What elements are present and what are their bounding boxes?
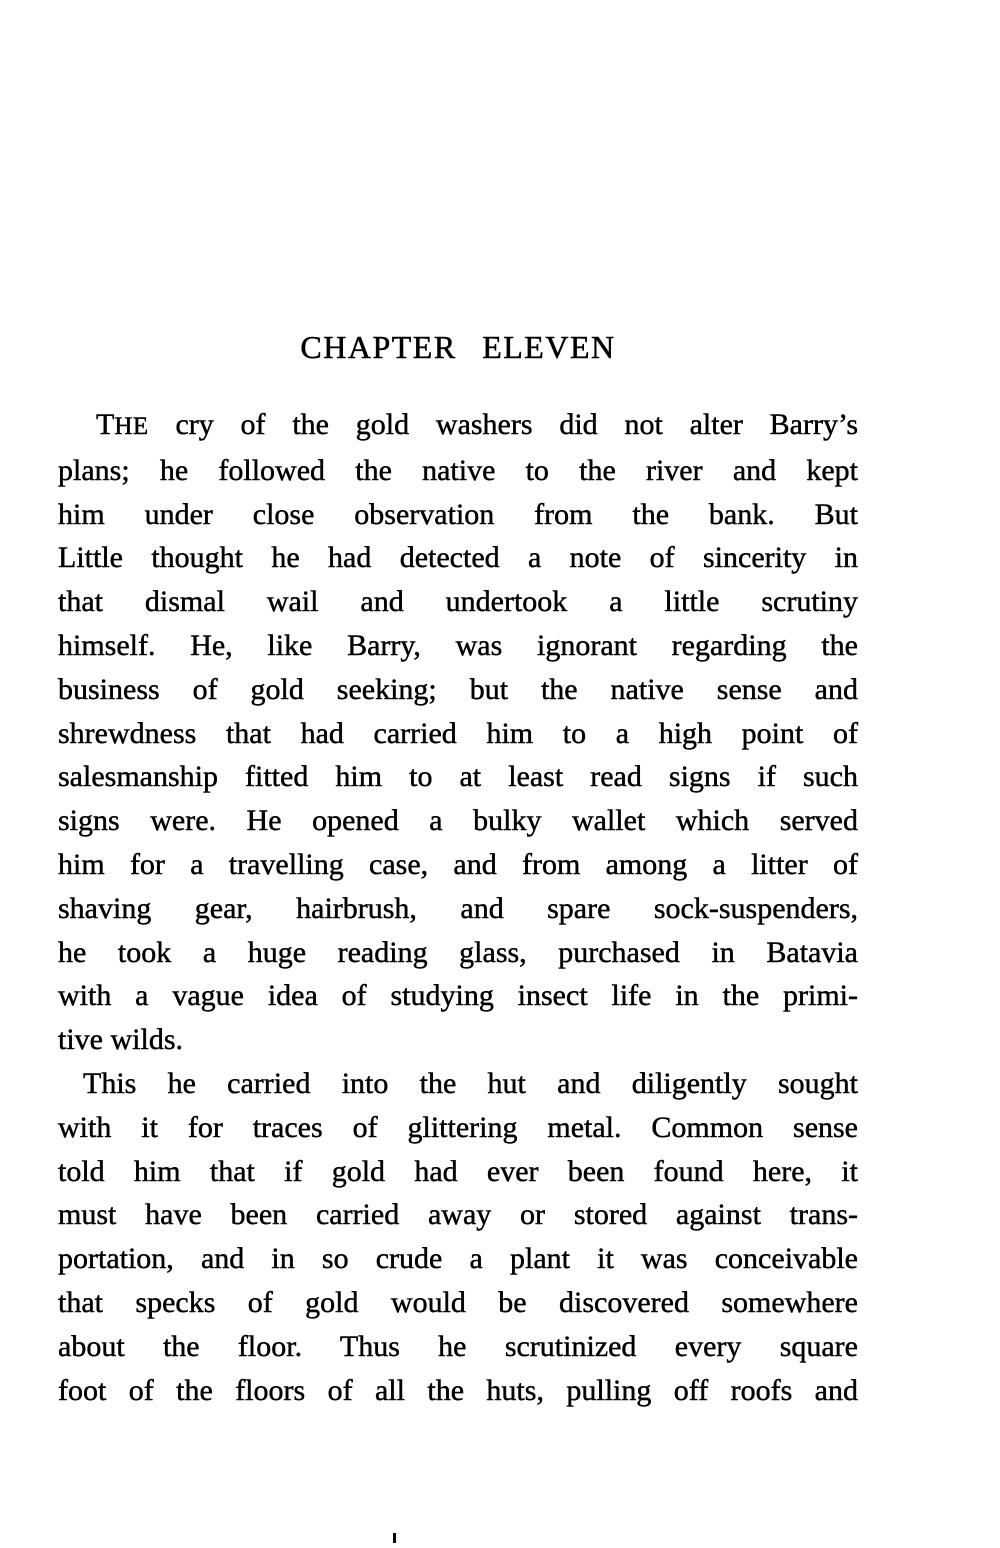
- text-line: about the floor. Thus he scrutinized every square: [58, 1329, 858, 1363]
- text-line: him for a travelling case, and from among a litter of: [58, 847, 858, 881]
- text-line: Little thought he had detected a note of sincerity in: [58, 541, 858, 575]
- text-line: [58, 403, 858, 449]
- text-line: signs were. He opened a bulky wallet which served: [58, 804, 858, 838]
- text-line-rest: cry of the gold washers did not alter Barry’s: [148, 408, 858, 441]
- text-line: This he carried into the hut and diligently sought: [83, 1066, 858, 1100]
- text-line: told him that if gold had ever been found here, it: [58, 1154, 858, 1188]
- body-text: [58, 403, 858, 1412]
- text-line: salesmanship fitted him to at least read signs if such: [58, 760, 858, 794]
- chapter-heading: CHAPTER ELEVEN: [300, 329, 616, 365]
- ink-speck: [393, 1533, 396, 1543]
- text-line: that dismal wail and undertook a little scrutiny: [58, 585, 858, 619]
- text-line: must have been carried away or stored against trans-: [58, 1198, 858, 1232]
- lead-capital: T: [96, 408, 115, 441]
- text-line: business of gold seeking; but the native sense and: [58, 672, 858, 706]
- text-line: that specks of gold would be discovered somewhere: [58, 1285, 858, 1319]
- text-line: with it for traces of glittering metal. Common sense: [58, 1110, 858, 1144]
- text-line: shaving gear, hairbrush, and spare sock-suspenders,: [58, 891, 858, 925]
- text-line: with a vague idea of studying insect life in the primi-: [58, 979, 858, 1013]
- text-line: he took a huge reading glass, purchased in Batavia: [58, 935, 858, 969]
- text-line: tive wilds.: [58, 1023, 183, 1057]
- text-line: portation, and in so crude a plant it was conceivable: [58, 1242, 858, 1276]
- lead-smallcaps: HE: [114, 413, 149, 440]
- text-line: himself. He, like Barry, was ignorant regarding the: [58, 628, 858, 662]
- text-line: foot of the floors of all the huts, pulling off roofs and: [58, 1373, 858, 1407]
- text-line: plans; he followed the native to the river and kept: [58, 453, 858, 487]
- paragraph-1: [58, 403, 858, 1062]
- text-line: shrewdness that had carried him to a high point of: [58, 716, 858, 750]
- text-line: him under close observation from the bank. But: [58, 497, 858, 531]
- paragraph-2: [58, 1062, 858, 1412]
